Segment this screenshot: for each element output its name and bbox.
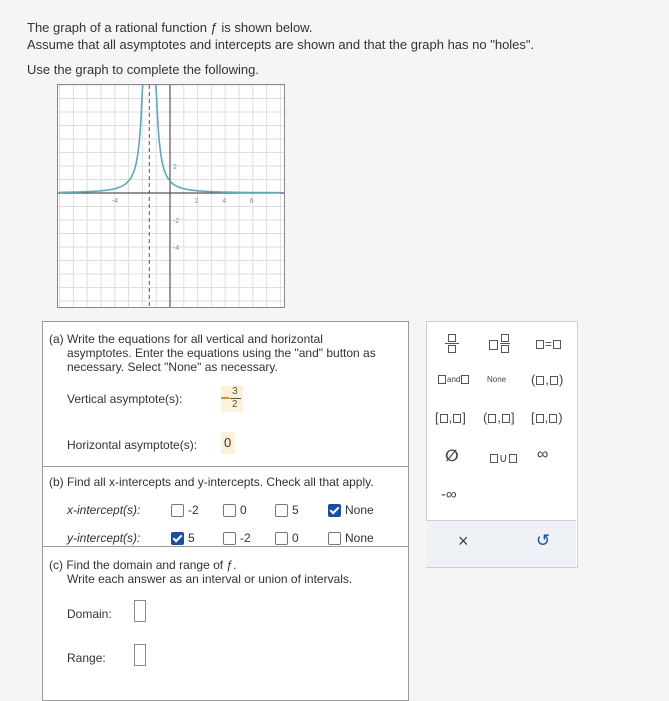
x-intercept-checkbox-4[interactable] <box>328 504 341 517</box>
union-button[interactable]: ∪ <box>489 451 518 465</box>
x-tick-label: 4 <box>222 198 227 205</box>
x-intercept-checkbox-1[interactable] <box>171 504 184 517</box>
part-c-prompt-1: (c) Find the domain and range of ƒ. <box>49 558 237 572</box>
y-intercept-option-label: None <box>345 531 374 545</box>
undo-button[interactable]: ↺ <box>536 531 551 550</box>
x-intercept-checkbox-3[interactable] <box>275 504 288 517</box>
y-intercept-checkbox-3[interactable] <box>275 532 288 545</box>
infinity-button[interactable]: ∞ <box>537 446 549 463</box>
range-input[interactable] <box>134 644 146 666</box>
y-intercept-checkbox-2[interactable] <box>223 532 236 545</box>
domain-input[interactable] <box>134 600 146 622</box>
y-intercept-checkbox-4[interactable] <box>328 532 341 545</box>
intro-line-2: Assume that all asymptotes and intercepts are shown and that the graph has no "holes". <box>27 37 535 52</box>
x-intercept-label: x-intercept(s): <box>67 503 141 517</box>
fraction-button[interactable] <box>445 334 459 353</box>
y-tick-label: -2 <box>173 218 180 225</box>
part-c-prompt-2: Write each answer as an interval or union of intervals. <box>67 572 353 586</box>
open-interval-button[interactable]: ( , ) <box>531 372 564 387</box>
y-tick-label: -4 <box>173 245 180 252</box>
right-open-interval-button[interactable]: [ , ) <box>531 410 563 425</box>
x-intercept-option-label: 0 <box>240 503 247 517</box>
y-intercept-option-label: -2 <box>240 531 251 545</box>
none-button[interactable]: None <box>487 375 507 384</box>
y-intercept-option-label: 5 <box>188 531 195 545</box>
graph-canvas <box>58 85 284 307</box>
vertical-asymptote-input[interactable] <box>221 386 243 412</box>
x-tick-label: 6 <box>249 198 254 205</box>
divider-b-c <box>43 546 408 547</box>
vertical-asymptote-label: Vertical asymptote(s): <box>67 392 183 406</box>
horizontal-asymptote-label: Horizontal asymptote(s): <box>67 438 198 452</box>
input-highlight <box>221 386 243 412</box>
equals-button[interactable]: = <box>535 337 562 351</box>
x-intercept-checkbox-2[interactable] <box>223 504 236 517</box>
x-intercept-option-label: -2 <box>188 503 199 517</box>
intro-line-1: The graph of a rational function ƒ is shown below. <box>27 20 313 35</box>
y-intercept-label: y-intercept(s): <box>67 531 141 545</box>
answer-panel <box>42 321 409 701</box>
x-intercept-option-label: None <box>345 503 374 517</box>
left-open-interval-button[interactable]: ( , ] <box>483 410 515 425</box>
part-b-prompt: (b) Find all x-intercepts and y-intercepts. Check all that apply. <box>49 475 374 489</box>
x-intercept-option-label: 5 <box>292 503 299 517</box>
fraction-numerator: 3 <box>232 386 238 397</box>
empty-set-button[interactable]: ∅ <box>445 448 459 465</box>
range-label: Range: <box>67 651 106 665</box>
divider-a-b <box>43 466 408 467</box>
closed-interval-button[interactable]: [ , ] <box>435 410 466 425</box>
horizontal-asymptote-value: 0 <box>224 435 232 450</box>
y-intercept-checkbox-1[interactable] <box>171 532 184 545</box>
horizontal-asymptote-input[interactable] <box>221 432 235 454</box>
and-button[interactable]: and <box>437 375 470 384</box>
y-intercept-option-label: 0 <box>292 531 299 545</box>
part-a-prompt-1: (a) Write the equations for all vertical and horizontal <box>49 332 323 346</box>
domain-label: Domain: <box>67 607 112 621</box>
fraction-denominator: 2 <box>232 399 238 410</box>
negative-infinity-button[interactable]: -∞ <box>441 486 457 503</box>
intro-line-3: Use the graph to complete the following. <box>27 62 259 77</box>
palette-action-bar <box>426 520 576 567</box>
rational-function-graph <box>57 84 285 308</box>
x-tick-label: 2 <box>194 198 199 205</box>
x-tick-label: -4 <box>111 198 119 205</box>
part-a-prompt-2: asymptotes. Enter the equations using the "and" button as <box>67 346 376 360</box>
y-tick-label: 2 <box>173 164 177 171</box>
part-a-prompt-3: necessary. Select "None" as necessary. <box>67 360 278 374</box>
clear-button[interactable]: × <box>458 531 469 551</box>
